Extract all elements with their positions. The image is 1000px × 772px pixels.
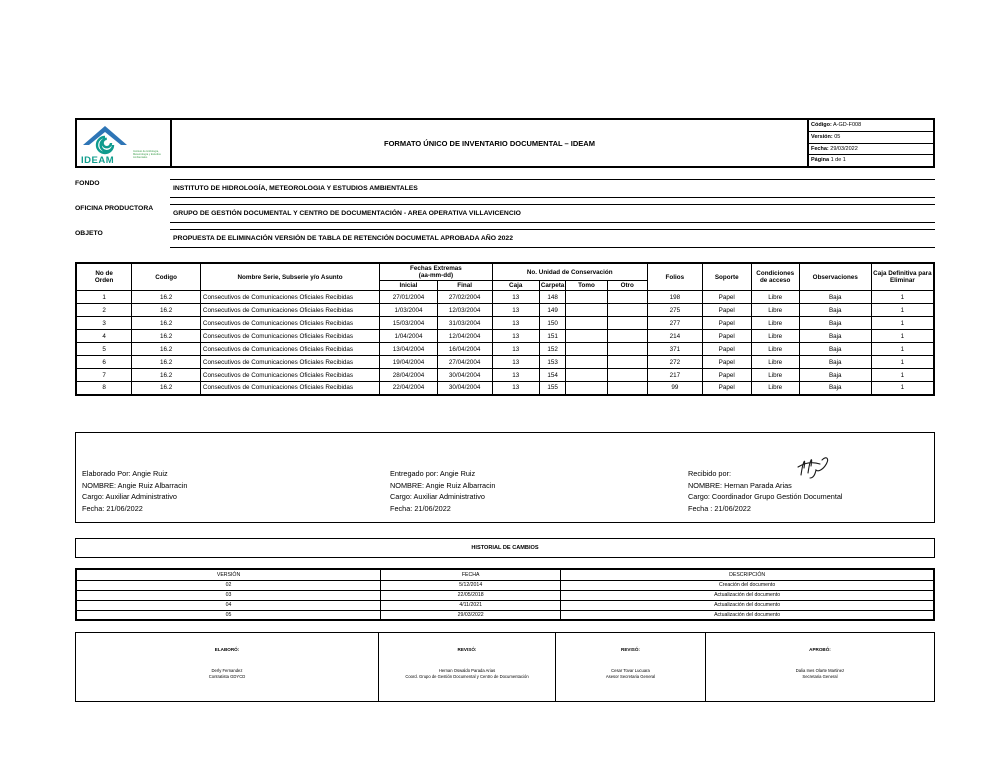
meta-label: FONDO xyxy=(75,180,100,187)
cell-tomo xyxy=(566,330,607,343)
cell-soporte: Papel xyxy=(702,330,751,343)
inventory-row xyxy=(76,304,934,317)
cell-fecha-final: 12/03/2004 xyxy=(437,304,492,317)
recibido-nombre-line: NOMBRE: Hernan Parada Arias xyxy=(688,480,792,490)
cell-acceso: Libre xyxy=(751,317,799,330)
cell-fecha: 22/05/2018 xyxy=(381,590,561,600)
approval-section xyxy=(75,632,935,702)
cell-folios: 371 xyxy=(647,343,702,356)
cell-soporte: Papel xyxy=(702,382,751,395)
cell-otro xyxy=(607,382,647,395)
fecha-col-header: FECHA xyxy=(381,569,561,580)
cell-tomo xyxy=(566,369,607,382)
cell-folios: 277 xyxy=(647,317,702,330)
inventory-header xyxy=(76,263,934,291)
cell-fecha-final: 31/03/2004 xyxy=(437,317,492,330)
cell-caja: 13 xyxy=(492,382,539,395)
approval-role: Secretaria General xyxy=(802,674,838,679)
cell-caja-definitiva: 1 xyxy=(871,369,934,382)
entregado-por-line: Entregado por: Angie Ruiz xyxy=(390,469,476,478)
meta-fields xyxy=(75,179,935,254)
version-row xyxy=(76,590,934,600)
cell-caja-definitiva: 1 xyxy=(871,330,934,343)
inventory-row xyxy=(76,356,934,369)
form-title: FORMATO ÚNICO DE INVENTARIO DOCUMENTAL – IDEAM xyxy=(384,138,595,148)
cell-soporte: Papel xyxy=(702,317,751,330)
elaborado-fecha-line: Fecha: 21/06/2022 xyxy=(82,503,143,513)
signature-section xyxy=(75,432,935,523)
approval-name: Cesar Tovar Lucuara xyxy=(611,668,650,673)
cell-folios: 214 xyxy=(647,330,702,343)
inventory-body xyxy=(76,291,934,395)
code-box-value: 29/03/2022 xyxy=(830,145,858,152)
cell-fecha-inicial: 15/03/2004 xyxy=(380,317,437,330)
cell-version: 03 xyxy=(76,590,381,600)
inventory-row xyxy=(76,382,934,395)
cell-codigo: 16.2 xyxy=(132,291,201,304)
cell-nombre: Consecutivos de Comunicaciones Oficiales Recibidas xyxy=(200,382,379,395)
cell-nombre: Consecutivos de Comunicaciones Oficiales Recibidas xyxy=(200,291,379,304)
meta-row xyxy=(75,204,935,223)
recibido-por-line: Recibido por: xyxy=(688,469,731,478)
code-box-row xyxy=(809,144,933,156)
cell-otro xyxy=(607,317,647,330)
cell-folios: 272 xyxy=(647,356,702,369)
cell-codigo: 16.2 xyxy=(132,343,201,356)
cell-observaciones: Baja xyxy=(799,382,871,395)
elaborado-nombre-line: NOMBRE: Angie Ruiz Albarracin xyxy=(82,480,188,490)
cell-caja-definitiva: 1 xyxy=(871,317,934,330)
approval-title: REVISÓ: xyxy=(457,647,477,652)
approval-name: Hernan Oswaldo Parada Arias xyxy=(438,668,496,673)
cell-nombre: Consecutivos de Comunicaciones Oficiales Recibidas xyxy=(200,330,379,343)
cell-tomo xyxy=(566,317,607,330)
approval-title: APROBÓ: xyxy=(809,647,831,652)
cell-tomo xyxy=(566,304,607,317)
cell-fecha-final: 27/04/2004 xyxy=(437,356,492,369)
cell-carpeta: 149 xyxy=(539,304,566,317)
approval-elaboro xyxy=(76,633,379,701)
recibido-fecha-line: Fecha : 21/06/2022 xyxy=(688,503,751,513)
cell-nombre: Consecutivos de Comunicaciones Oficiales Recibidas xyxy=(200,356,379,369)
meta-value: INSTITUTO DE HIDROLOGÍA, METEOROLOGIA Y ESTUDIOS AMBIENTALES xyxy=(170,179,935,198)
cell-caja-definitiva: 1 xyxy=(871,343,934,356)
cell-caja: 13 xyxy=(492,369,539,382)
approval-title: ELABORÓ: xyxy=(214,647,240,652)
cell-codigo: 16.2 xyxy=(132,356,201,369)
meta-label: OBJETO xyxy=(75,230,103,237)
col-header-caja: Caja xyxy=(492,281,539,291)
version-table-wrap xyxy=(75,568,935,621)
cell-caja-definitiva: 1 xyxy=(871,304,934,317)
inventory-row xyxy=(76,369,934,382)
cell-caja: 13 xyxy=(492,317,539,330)
cell-acceso: Libre xyxy=(751,382,799,395)
col-header-inicial: Inicial xyxy=(380,281,437,291)
cell-fecha-final: 30/04/2004 xyxy=(437,382,492,395)
cell-codigo: 16.2 xyxy=(132,317,201,330)
cell-fecha: 5/12/2014 xyxy=(381,580,561,590)
cell-acceso: Libre xyxy=(751,343,799,356)
cell-carpeta: 150 xyxy=(539,317,566,330)
cell-observaciones: Baja xyxy=(799,356,871,369)
entregado-fecha-line: Fecha: 21/06/2022 xyxy=(390,503,451,513)
col-header-final: Final xyxy=(437,281,492,291)
cell-codigo: 16.2 xyxy=(132,382,201,395)
cell-caja-definitiva: 1 xyxy=(871,291,934,304)
col-header-carpeta: Carpeta xyxy=(540,282,565,289)
cell-carpeta: 154 xyxy=(539,369,566,382)
col-header-folios: Folios xyxy=(647,263,702,291)
meta-label: OFICINA PRODUCTORA xyxy=(75,205,154,212)
inventory-table-wrap xyxy=(75,262,935,396)
cell-no-orden: 4 xyxy=(76,330,132,343)
cell-version: 04 xyxy=(76,600,381,610)
cell-folios: 99 xyxy=(647,382,702,395)
cell-carpeta: 152 xyxy=(539,343,566,356)
inventory-row xyxy=(76,343,934,356)
code-box-value: 05 xyxy=(834,133,841,140)
cell-fecha-final: 30/04/2004 xyxy=(437,369,492,382)
code-box-label: Fecha: xyxy=(811,145,829,152)
cell-descripcion: Actualización del documento xyxy=(561,590,934,600)
signature-entregado xyxy=(390,468,495,514)
cell-observaciones: Baja xyxy=(799,291,871,304)
cell-observaciones: Baja xyxy=(799,343,871,356)
recibido-cargo-line: Cargo: Coordinador Grupo Gestión Documental xyxy=(688,492,843,501)
col-header-soporte: Soporte xyxy=(702,263,751,291)
cell-carpeta: 153 xyxy=(539,356,566,369)
cell-otro xyxy=(607,304,647,317)
cell-descripcion: Actualización del documento xyxy=(561,610,934,620)
historial-banner: HISTORIAL DE CAMBIOS xyxy=(75,538,935,558)
cell-soporte: Papel xyxy=(702,356,751,369)
cell-acceso: Libre xyxy=(751,356,799,369)
code-box-label: Código: xyxy=(811,122,832,128)
inventory-table xyxy=(75,262,935,396)
cell-caja: 13 xyxy=(492,304,539,317)
approval-reviso-1 xyxy=(379,633,556,701)
version-header-row xyxy=(76,569,934,580)
cell-caja-definitiva: 1 xyxy=(871,382,934,395)
cell-acceso: Libre xyxy=(751,291,799,304)
col-header-fechas xyxy=(380,263,492,281)
approval-aprobo xyxy=(706,633,934,701)
cell-observaciones: Baja xyxy=(799,369,871,382)
cell-otro xyxy=(607,330,647,343)
cell-carpeta: 151 xyxy=(539,330,566,343)
logo-tagline: Instituto de Hidrología, Meteorología y Estudios Ambientales xyxy=(133,150,161,159)
cell-no-orden: 8 xyxy=(76,382,132,395)
approval-reviso-2 xyxy=(556,633,706,701)
code-box-label: Página xyxy=(811,157,830,164)
entregado-nombre-line: NOMBRE: Angie Ruiz Albarracin xyxy=(390,480,496,490)
cell-nombre: Consecutivos de Comunicaciones Oficiales Recibidas xyxy=(200,369,379,382)
col-header-unidad: No. Unidad de Conservación xyxy=(492,263,647,281)
cell-nombre: Consecutivos de Comunicaciones Oficiales Recibidas xyxy=(200,343,379,356)
cell-fecha: 29/03/2022 xyxy=(381,610,561,620)
cell-no-orden: 2 xyxy=(76,304,132,317)
code-box-value: A-GD-F008 xyxy=(833,122,862,128)
cell-otro xyxy=(607,291,647,304)
cell-codigo: 16.2 xyxy=(132,330,201,343)
cell-acceso: Libre xyxy=(751,304,799,317)
cell-soporte: Papel xyxy=(702,343,751,356)
cell-acceso: Libre xyxy=(751,330,799,343)
cell-descripcion: Creación del documento xyxy=(561,580,934,590)
signature-elaborado xyxy=(82,468,187,514)
logo-cell xyxy=(77,120,172,166)
code-box-value: 1 de 1 xyxy=(830,157,846,164)
cell-caja: 13 xyxy=(492,343,539,356)
cell-version: 02 xyxy=(76,580,381,590)
cell-fecha-inicial: 28/04/2004 xyxy=(380,369,437,382)
cell-tomo xyxy=(566,291,607,304)
version-row xyxy=(76,600,934,610)
cell-acceso: Libre xyxy=(751,369,799,382)
approval-title: REVISÓ: xyxy=(621,647,640,652)
inventory-row xyxy=(76,330,934,343)
elaborado-cargo-line: Cargo: Auxiliar Administrativo xyxy=(82,492,177,501)
cell-codigo: 16.2 xyxy=(132,304,201,317)
cell-tomo xyxy=(566,343,607,356)
cell-caja: 13 xyxy=(492,291,539,304)
cell-no-orden: 7 xyxy=(76,369,132,382)
fechas-line1: Fechas Extremas xyxy=(410,265,462,272)
ideam-logo-icon xyxy=(80,122,132,164)
inventory-row xyxy=(76,317,934,330)
cell-soporte: Papel xyxy=(702,291,751,304)
logo-roof-shape xyxy=(83,126,127,145)
cell-soporte: Papel xyxy=(702,304,751,317)
cell-fecha-inicial: 19/04/2004 xyxy=(380,356,437,369)
inventory-row xyxy=(76,291,934,304)
cell-observaciones: Baja xyxy=(799,304,871,317)
col-header-otro: Otro xyxy=(607,281,647,291)
cell-fecha-inicial: 13/04/2004 xyxy=(380,343,437,356)
cell-soporte: Papel xyxy=(702,369,751,382)
cell-no-orden: 6 xyxy=(76,356,132,369)
cell-observaciones: Baja xyxy=(799,317,871,330)
logo-wordmark: IDEAM xyxy=(81,155,115,164)
handwritten-signature-icon xyxy=(791,451,839,481)
cell-fecha-final: 27/02/2004 xyxy=(437,291,492,304)
version-row xyxy=(76,580,934,590)
cell-otro xyxy=(607,343,647,356)
code-box xyxy=(807,120,933,166)
cell-caja-definitiva: 1 xyxy=(871,356,934,369)
cell-descripcion: Actualización del documento xyxy=(561,600,934,610)
cell-observaciones: Baja xyxy=(799,330,871,343)
code-box-row xyxy=(809,132,933,144)
col-header-no-orden: No de Orden xyxy=(76,263,132,291)
cell-no-orden: 5 xyxy=(76,343,132,356)
entregado-cargo-line: Cargo: Auxiliar Administrativo xyxy=(390,492,485,501)
cell-folios: 275 xyxy=(647,304,702,317)
elaborado-por-line: Elaborado Por: Angie Ruiz xyxy=(82,469,168,478)
cell-otro xyxy=(607,369,647,382)
meta-row xyxy=(75,179,935,198)
col-header-tomo: Tomo xyxy=(566,281,607,291)
cell-otro xyxy=(607,356,647,369)
col-header-caja-definitiva: Caja Definitiva para Eliminar xyxy=(871,263,934,291)
col-header-observaciones: Observaciones xyxy=(799,263,871,291)
form-header xyxy=(75,118,935,168)
version-col-header: VERSIÓN xyxy=(76,569,381,580)
ideam-logo xyxy=(80,122,167,164)
cell-no-orden: 3 xyxy=(76,317,132,330)
approval-name: Derly Fernandez xyxy=(211,668,243,673)
code-box-row xyxy=(809,155,933,166)
cell-carpeta: 148 xyxy=(539,291,566,304)
cell-no-orden: 1 xyxy=(76,291,132,304)
cell-fecha-inicial: 22/04/2004 xyxy=(380,382,437,395)
cell-version: 05 xyxy=(76,610,381,620)
col-header-nombre: Nombre Serie, Subserie y/o Asunto xyxy=(200,263,379,291)
version-row xyxy=(76,610,934,620)
cell-fecha-final: 16/04/2004 xyxy=(437,343,492,356)
approval-role: Contratista GDYCD xyxy=(208,674,246,679)
approval-name: Dalia Ines Olarte Martinez xyxy=(795,668,845,673)
version-table-body xyxy=(76,580,934,620)
fechas-line2: (aa-mm-dd) xyxy=(418,272,454,279)
cell-caja: 13 xyxy=(492,356,539,369)
logo-spiral-shape xyxy=(97,137,113,153)
cell-folios: 217 xyxy=(647,369,702,382)
meta-row xyxy=(75,229,935,248)
code-box-label: Versión: xyxy=(811,133,833,140)
cell-carpeta: 155 xyxy=(539,382,566,395)
col-header-acceso: Condiciones de acceso xyxy=(751,263,799,291)
cell-caja: 13 xyxy=(492,330,539,343)
cell-tomo xyxy=(566,356,607,369)
cell-nombre: Consecutivos de Comunicaciones Oficiales Recibidas xyxy=(200,304,379,317)
cell-fecha-final: 12/04/2004 xyxy=(437,330,492,343)
cell-fecha-inicial: 1/04/2004 xyxy=(380,330,437,343)
cell-fecha-inicial: 1/03/2004 xyxy=(380,304,437,317)
cell-fecha-inicial: 27/01/2004 xyxy=(380,291,437,304)
cell-tomo xyxy=(566,382,607,395)
cell-folios: 198 xyxy=(647,291,702,304)
approval-role: Asesor Secretaria General xyxy=(605,674,656,679)
col-header-codigo: Codigo xyxy=(132,263,201,291)
code-box-row xyxy=(809,120,933,132)
meta-value: PROPUESTA DE ELIMINACIÓN VERSIÓN DE TABLA DE RETENCIÓN DOCUMETAL APROBADA AÑO 2022 xyxy=(170,229,935,248)
descripcion-col-header: DESCRIPCIÓN xyxy=(561,569,934,580)
meta-value: GRUPO DE GESTIÓN DOCUMENTAL Y CENTRO DE DOCUMENTACIÓN - AREA OPERATIVA VILLAVICENCIO xyxy=(170,204,935,223)
cell-codigo: 16.2 xyxy=(132,369,201,382)
cell-fecha: 4/11/2021 xyxy=(381,600,561,610)
cell-nombre: Consecutivos de Comunicaciones Oficiales Recibidas xyxy=(200,317,379,330)
approval-role: Coord. Grupo de Gestión Documental y Centro de Documentación xyxy=(405,674,529,679)
version-table xyxy=(75,568,935,621)
